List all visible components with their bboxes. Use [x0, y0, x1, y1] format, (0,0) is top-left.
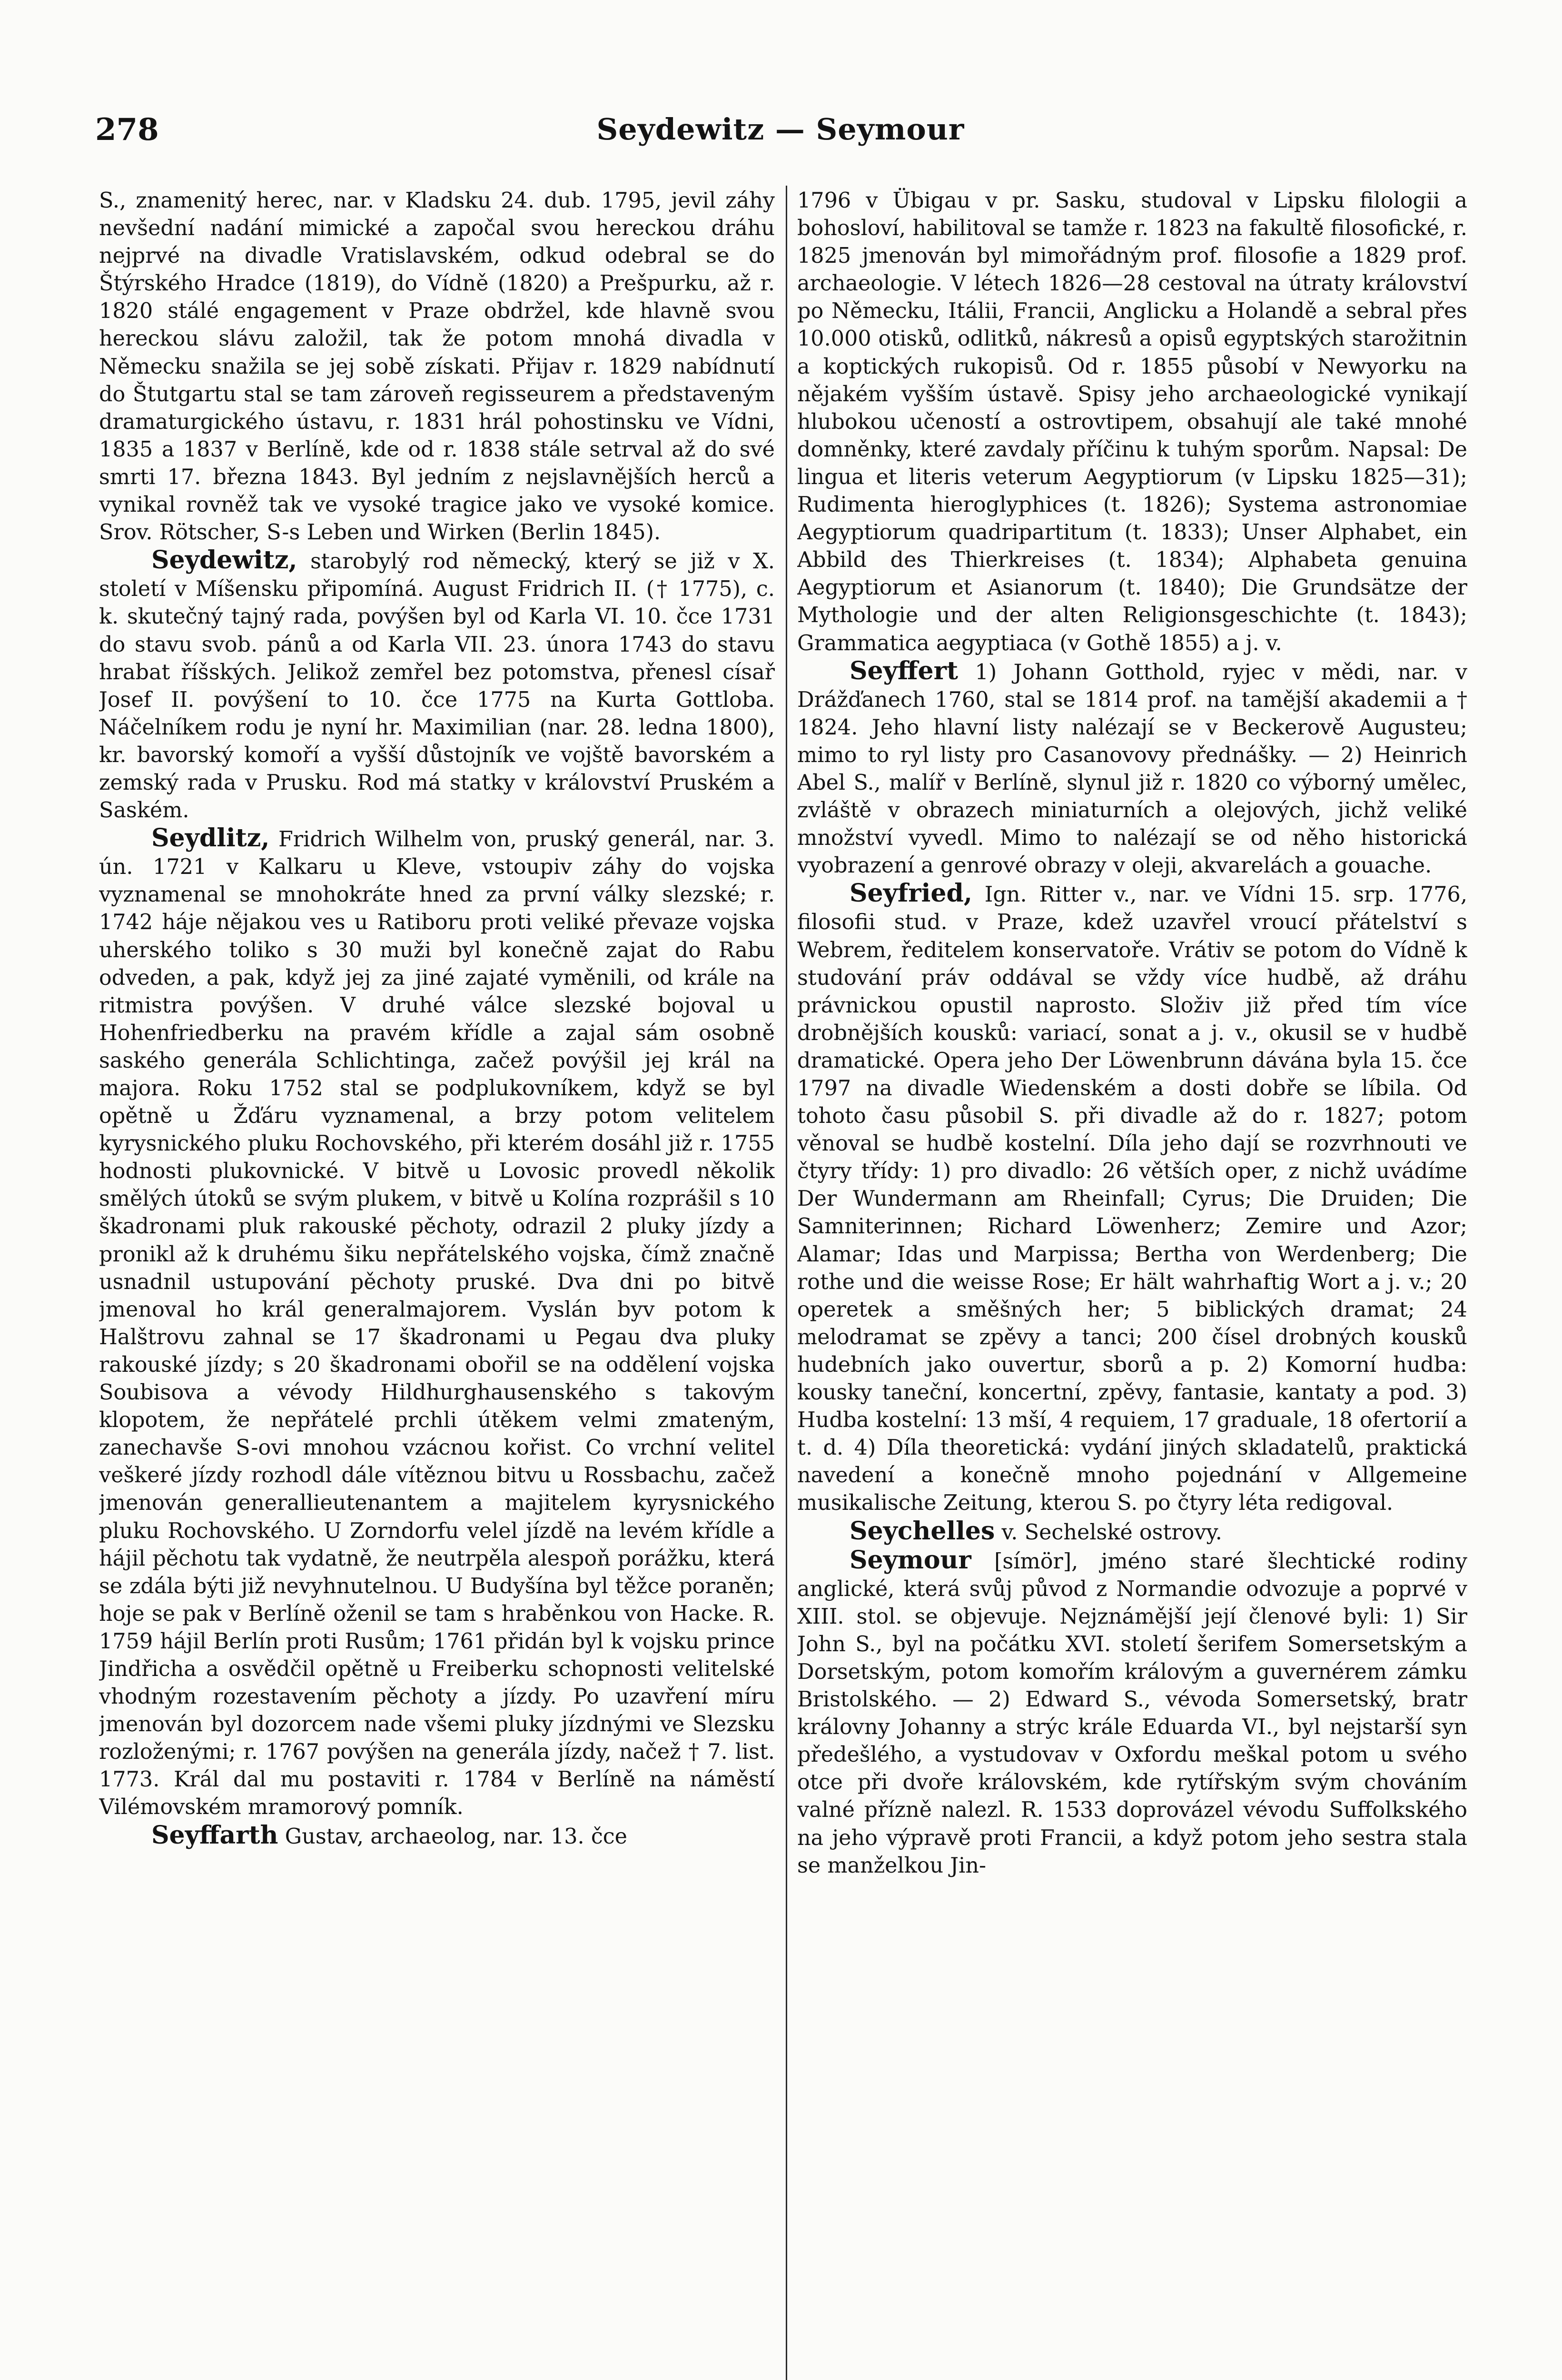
- entry-text: starobylý rod německý, který se již v X. století v Míšensku připomíná. August Fridrich II. († 1775), c. k. skutečný tajný rada, povýšen byl od Karla VI. 10. čce 1731 do stavu svob. pánů a od Karla VII. 23. února 1743 do stavu hrabat říšských. Jelikož zemřel bez potomstva, přenesl císař Josef II. povýšení to 10. čce 1775 na Kurta Gottloba. Náčelníkem rodu je nyní hr. Maximilian (nar. 28. ledna 1800), kr. bavorský komoří a vyšší důstojník ve vojště bavorském a zemský rada v Prusku. Rod má statky v království Pruském a Saském.: [99, 549, 775, 823]
- entry-text: Gustav, archaeolog, nar. 13. čce: [285, 1824, 628, 1849]
- entry-seyffarth-continuation: [797, 186, 1467, 657]
- entry-seyfried: [797, 880, 1467, 1517]
- entry-text: v. Sechelské ostrovy.: [1001, 1520, 1222, 1545]
- entry-text: [símör], jméno staré šlechtické rodiny anglické, která svůj původ z Normandie odvozuje a poprvé v XIII. stol. se objevuje. Nejznámější její členové byli: 1) Sir John S., byl na počátku XVI. století šerifem Somersetským a Dorsetským, potom komořím královým a guvernérem zámku Bristolského. — 2) Edward S., vévoda Somersetský, bratr královny Johanny a strýc krále Eduarda VI., byl nejstarší syn předešlého, a vystudovav v Oxfordu meškal potom u svého otce při dvoře královském, kde rytířským svým chováním valné přízně nalezl. R. 1533 doprovázel vévodu Suffolkského na jeho výpravě proti Francii, a když potom jeho sestra stala se manželkou Jin-: [797, 1549, 1467, 1878]
- entry-seyffarth: [99, 1822, 775, 1851]
- left-column: [99, 186, 775, 2380]
- entry-seydewitz: [99, 546, 775, 824]
- entry-headword: Seyfried,: [850, 879, 972, 908]
- entry-text: 1) Johann Gotthold, ryjec v mědi, nar. v Drážďanech 1760, stal se 1814 prof. na tamější akademii a † 1824. Jeho hlavní listy nalézají se v Beckerově Augusteu; mimo to ryl listy pro Casanovovy přednášky. — 2) Heinrich Abel S., malíř v Berlíně, slynul již r. 1820 co výborný umělec, zvláště v obrazech miniaturních a olejových, jichž veliké množství vyvedl. Mimo to nalézají se od něho historická vyobrazení a genrové obrazy v oleji, akvarelách a gouache.: [797, 660, 1467, 878]
- entry-text: S., znamenitý herec, nar. v Kladsku 24. dub. 1795, jevil záhy nevšední nadání mimické a započal svou hereckou dráhu nejprvé na divadle Vratislavském, odkud odebral se do Štýrského Hradce (1819), do Vídně (1820) a Prešpurku, až r. 1820 stálé engagement v Praze obdržel, kde hlavně svou hereckou slávu založil, tak že potom mnohá divadla v Německu snažila se jej sobě získati. Přijav r. 1829 nabídnutí do Štutgartu stal se tam zároveň regisseurem a představeným dramaturgického ústavu, r. 1831 hrál pohostinsku ve Vídni, 1835 a 1837 v Berlíně, kde od r. 1838 stále setrval až do své smrti 17. března 1843. Byl jedním z nejslavnějších herců a vynikal rovněž tak ve vysoké tragice jako ve vysoké komice. Srov. Rötscher, S-s Leben und Wirken (Berlin 1845).: [99, 188, 775, 545]
- entry-headword: Seydewitz,: [151, 545, 297, 575]
- entry-headword: Seyffarth: [151, 1820, 278, 1850]
- entry-seydlitz: [99, 824, 775, 1821]
- entry-seymour: [797, 1547, 1467, 1880]
- entry-seyffert: [797, 657, 1467, 880]
- entry-headword: Seyffert: [850, 656, 959, 685]
- right-column: [797, 186, 1467, 2380]
- column-divider: [786, 186, 787, 2380]
- entry-headword: Seymour: [850, 1545, 971, 1575]
- entry-text: Ign. Ritter v., nar. ve Vídni 15. srp. 1776, filosofii stud. v Praze, kdež uzavřel vroucí přátelství s Webrem, ředitelem konservatoře. Vrátiv se potom do Vídně k studování práv oddával se vždy více hudbě, až dráhu právnickou opustil naprosto. Složiv již před tím více drobnějších kousků: variací, sonat a j. v., okusil se v hudbě dramatické. Opera jeho Der Löwenbrunn dávána byla 15. čce 1797 na divadle Wiedenském a dosti dobře se líbila. Od tohoto času působil S. při divadle až do r. 1827; potom věnoval se hudbě kostelní. Díla jeho dají se rozvrhnouti ve čtyry třídy: 1) pro divadlo: 26 větších oper, z nichž uvádíme Der Wundermann am Rheinfall; Cyrus; Die Druiden; Die Samniterinnen; Richard Löwenherz; Zemire und Azor; Alamar; Idas und Marpissa; Bertha von Werdenberg; Die rothe und die weisse Rose; Er hält wahrhaftig Wort a j. v.; 20 operetek a směšných her; 5 biblických dramat; 24 melodramat se zpěvy a tanci; 200 čísel drobných kousků hudebních jako ouvertur, sborů a p. 2) Komorní hudba: kousky taneční, koncertní, zpěvy, fantasie, kantaty a pod. 3) Hudba kostelní: 13 mší, 4 requiem, 17 graduale, 18 ofertorií a t. d. 4) Díla theoretická: vydání jiných skladatelů, praktická navedení a konečně mnoho pojednání v Allgemeine musikalische Zeitung, kterou S. po čtyry léta redigoval.: [797, 883, 1467, 1516]
- entry-seychelles: [797, 1517, 1467, 1547]
- entry-schauspieler-continuation: [99, 186, 775, 546]
- running-head: Seydewitz — Seymour: [596, 112, 965, 147]
- entry-headword: Seydlitz,: [151, 823, 270, 853]
- page-header: [95, 112, 1466, 155]
- page-number: 278: [95, 112, 159, 148]
- entry-text: 1796 v Übigau v pr. Sasku, studoval v Lipsku filologii a bohosloví, habilitoval se tamže r. 1823 na fakultě filosofické, r. 1825 jmenován byl mimořádným prof. filosofie a 1829 prof. archaeologie. V létech 1826—28 cestoval na útraty království po Německu, Itálii, Francii, Anglicku a Holandě a sebral přes 10.000 otisků, odlitků, nákresů a opisů egyptských starožitnin a koptických rukopisů. Od r. 1855 působí v Newyorku na nějakém vyšším ústavě. Spisy jeho archaeologické vynikají hlubokou učeností a ostrovtipem, obsahují ale také mnohé domněnky, které zavdaly příčinu k tuhým sporům. Napsal: De lingua et literis veterum Aegyptiorum (v Lipsku 1825—31); Rudimenta hieroglyphices (t. 1826); Systema astronomiae Aegyptiorum quadripartitum (t. 1833); Unser Alphabet, ein Abbild des Thierkreises (t. 1834); Alphabeta genuina Aegyptiorum et Asianorum (t. 1840); Die Grundsätze der Mythologie und der alten Religionsgeschichte (t. 1843); Grammatica aegyptiaca (v Gothě 1855) a j. v.: [797, 188, 1467, 655]
- entry-headword: Seychelles: [850, 1516, 995, 1546]
- entry-text: Fridrich Wilhelm von, pruský generál, nar. 3. ún. 1721 v Kalkaru u Kleve, vstoupiv záhy do vojska vyznamenal se mnohokráte hned za první války slezské; r. 1742 háje nějakou ves u Ratiboru proti veliké převaze vojska uherského toliko s 30 muži byl konečně zajat do Rabu odveden, a pak, když jej za jiné zajaté vyměnili, od krále na ritmistra povýšen. V druhé válce slezské bojoval u Hohenfriedberku na pravém křídle a zajal sám osobně saského generála Schlichtinga, začež povýšil jej král na majora. Roku 1752 stal se podplukovníkem, když se byl opětně u Žďáru vyznamenal, a brzy potom velitelem kyrysnického pluku Rochovského, při kterém dosáhl již r. 1755 hodnosti plukovnické. V bitvě u Lovosic provedl několik smělých útoků se svým plukem, v bitvě u Kolína rozprášil s 10 škadronami pluk rakouské pěchoty, odrazil 2 pluky jízdy a pronikl až k druhému šiku nepřátelského vojska, čímž značně usnadnil ustupování pěchoty pruské. Dva dni po bitvě jmenoval ho král generalmajorem. Vyslán byv potom k Halštrovu zahnal se 17 škadronami u Pegau dva pluky rakouské jízdy; s 20 škadronami obořil se na oddělení vojska Soubisova a vévody Hildhurghausenského s takovým klopotem, že nepřátelé prchli útěkem velmi zmateným, zanechavše S-ovi mnohou vzácnou kořist. Co vrchní velitel veškeré jízdy rozhodl dále vítěznou bitvu u Rossbachu, začež jmenován generallieutenantem a majitelem kyrysnického pluku Rochovského. U Zorndorfu velel jízdě na levém křídle a hájil pěchotu tak vydatně, že neutrpěla alespoň porážku, která se zdála býti již nevyhnutelnou. U Budyšína byl těžce poraněn; hoje se pak v Berlíně oženil se tam s hraběnkou von Hacke. R. 1759 hájil Berlín proti Rusům; 1761 přidán byl k vojsku prince Jindřicha a osvědčil opětně u Freiberku schopnosti velitelské vhodným rozestavením pěchoty a jízdy. Po uzavření míru jmenován byl dozorcem nade všemi pluky jízdnými ve Slezsku rozloženými; r. 1767 povýšen na generála jízdy, načež † 7. list. 1773. Král dal mu postaviti r. 1784 v Berlíně na náměstí Vilémovském mramorový pomník.: [99, 827, 775, 1820]
